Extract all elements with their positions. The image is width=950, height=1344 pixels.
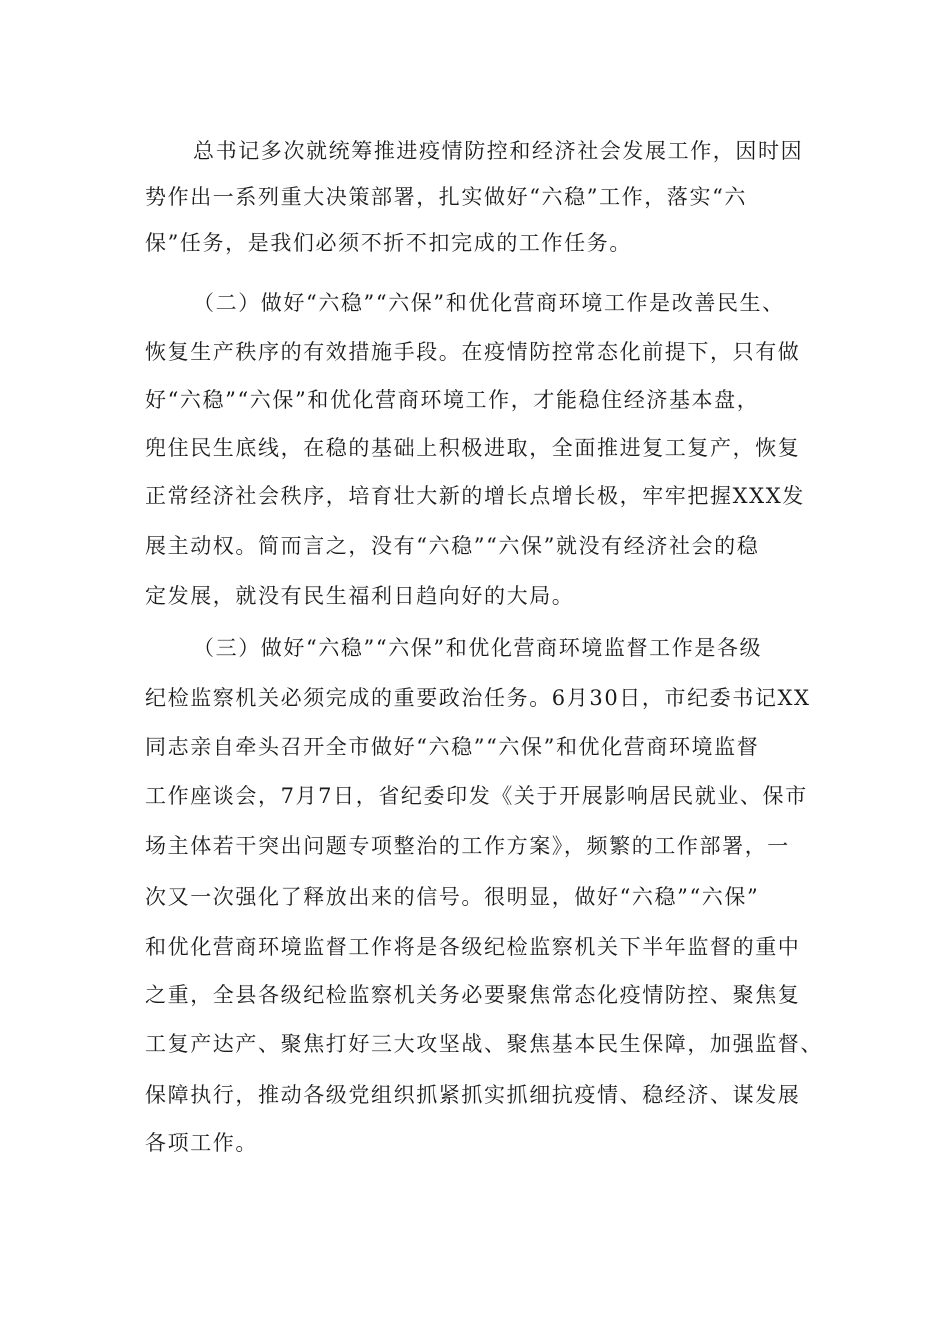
paragraph-3-line-10: 保障执行，推动各级党组织抓紧抓实抓细抗疫情、稳经济、谋发展 xyxy=(145,1083,801,1107)
paragraph-3-line-2: 纪检监察机关必须完成的重要政治任务。6月30日，市纪委书记XX xyxy=(145,686,811,710)
paragraph-2-line-2: 恢复生产秩序的有效措施手段。在疫情防控常态化前提下，只有做 xyxy=(145,340,801,364)
paragraph-3-line-7: 和优化营商环境监督工作将是各级纪检监察机关下半年监督的重中 xyxy=(145,935,801,959)
paragraph-2-line-3: 好“六稳”“六保”和优化营商环境工作，才能稳住经济基本盘， xyxy=(145,388,760,412)
paragraph-3-line-4: 工作座谈会，7月7日，省纪委印发《关于开展影响居民就业、保市 xyxy=(145,784,808,808)
paragraph-1-line-3: 保”任务，是我们必须不折不扣完成的工作任务。 xyxy=(145,231,632,255)
paragraph-2-line-7: 定发展，就没有民生福利日趋向好的大局。 xyxy=(145,584,575,608)
paragraph-2-line-1: （二）做好“六稳”“六保”和优化营商环境工作是改善民生、 xyxy=(193,291,785,315)
paragraph-2-line-4: 兜住民生底线，在稳的基础上积极进取，全面推进复工复产，恢复 xyxy=(145,436,801,460)
paragraph-2-line-5: 正常经济社会秩序，培育壮大新的增长点增长极，牢牢把握XXX发 xyxy=(145,484,805,508)
paragraph-3-line-5: 场主体若干突出问题专项整治的工作方案》，频繁的工作部署，一 xyxy=(145,834,790,858)
paragraph-3-line-6: 次又一次强化了释放出来的信号。很明显，做好“六稳”“六保” xyxy=(145,885,760,909)
paragraph-3-line-3: 同志亲自牵头召开全市做好“六稳”“六保”和优化营商环境监督 xyxy=(145,735,760,759)
paragraph-3-line-9: 工复产达产、聚焦打好三大攻坚战、聚焦基本民生保障，加强监督、 xyxy=(145,1032,823,1056)
paragraph-3-line-1: （三）做好“六稳”“六保”和优化营商环境监督工作是各级 xyxy=(193,636,763,660)
paragraph-2-line-6: 展主动权。简而言之，没有“六稳”“六保”就没有经济社会的稳 xyxy=(145,534,760,558)
paragraph-3-line-8: 之重，全县各级纪检监察机关务必要聚焦常态化疫情防控、聚焦复 xyxy=(145,983,801,1007)
paragraph-3-line-11: 各项工作。 xyxy=(145,1131,258,1155)
paragraph-1-line-1: 总书记多次就统筹推进疫情防控和经济社会发展工作，因时因 xyxy=(193,139,804,163)
paragraph-1-line-2: 势作出一系列重大决策部署，扎实做好“六稳”工作，落实“六 xyxy=(145,185,748,209)
